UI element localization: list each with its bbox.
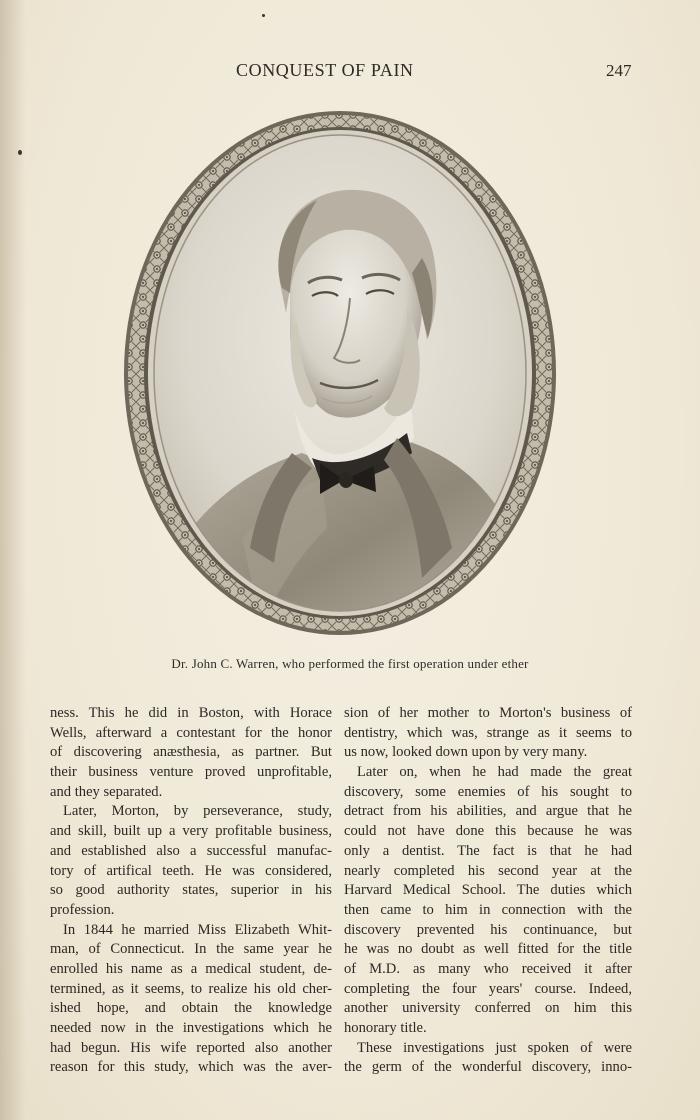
ink-speck [262, 14, 265, 17]
oval-portrait-engraving [122, 108, 558, 638]
text-line: Later, Morton, by perseverance, study, [63, 803, 332, 820]
text-line: termined, as it seems, to realize his old cher- [50, 980, 332, 997]
left-text-column [50, 704, 332, 1078]
running-head [0, 58, 700, 84]
text-line: detract from his abilities, and argue that he [344, 803, 632, 820]
text-line: and they separated. [50, 783, 163, 800]
text-line: sion of her mother to Morton's business of [344, 705, 632, 721]
text-line: their business venture proved unprofitable, [50, 764, 332, 781]
text-line: and established also a successful manufac- [50, 842, 332, 859]
text-line: then came to him in connection with the [344, 901, 632, 918]
text-line: profession. [50, 901, 115, 918]
text-line: Harvard Medical School. The duties which [344, 882, 632, 899]
text-line: of M.D. as many who received it after [344, 960, 632, 977]
text-line: us now, looked down upon by very many. [344, 744, 588, 761]
text-line: needed now in the investigations which he [50, 1020, 332, 1036]
text-line: tory of artifical teeth. He was considered, [50, 862, 332, 879]
text-line: honorary title. [344, 1020, 427, 1036]
text-line: In 1844 he married Miss Elizabeth Whit- [63, 921, 332, 938]
text-line: another university conferred on him this [344, 1000, 632, 1017]
right-text-column [344, 704, 632, 1078]
text-line: the germ of the wonderful discovery, inno- [344, 1059, 632, 1076]
text-line: dentistry, which was, strange as it seems to [344, 724, 632, 741]
text-line: reason for this study, which was the aver- [50, 1059, 332, 1076]
ink-speck [18, 150, 22, 155]
text-line: discovery, some enemies of his sought to [344, 783, 632, 800]
running-title: CONQUEST OF PAIN [236, 60, 414, 80]
text-line: had begun. His wife reported also another [50, 1039, 332, 1056]
text-line: nearly completed his second year at the [344, 862, 632, 879]
text-line: enrolled his name as a medical student, de- [50, 960, 332, 977]
text-line: ished hope, and obtain the knowledge [50, 1000, 332, 1017]
text-line: and skill, built up a very profitable business, [50, 823, 332, 840]
portrait-figure [122, 108, 558, 638]
text-line: ness. This he did in Boston, with Horace [50, 705, 332, 721]
text-line: completing the four years' course. Indeed, [344, 980, 632, 997]
text-line: he was no doubt as well fitted for the title [344, 941, 632, 958]
text-line: man, of Connecticut. In the same year he [50, 941, 332, 958]
text-line: could not have done this because he was [344, 823, 632, 840]
gutter-shadow [0, 0, 26, 1120]
text-line: Later on, when he had made the great [357, 764, 632, 781]
text-line: Wells, afterward a contestant for the honor [50, 724, 332, 741]
page-number: 247 [606, 61, 632, 80]
text-line: discovery prevented his continuance, but [344, 921, 632, 938]
text-line: so good authority states, superior in his [50, 882, 332, 899]
text-line: only a dentist. The fact is that he had [344, 842, 632, 859]
figure-caption: Dr. John C. Warren, who performed the first operation under ether [171, 656, 529, 671]
text-line: of discovering anæsthesia, as partner. But [50, 744, 332, 761]
text-line: These investigations just spoken of were [357, 1039, 632, 1056]
